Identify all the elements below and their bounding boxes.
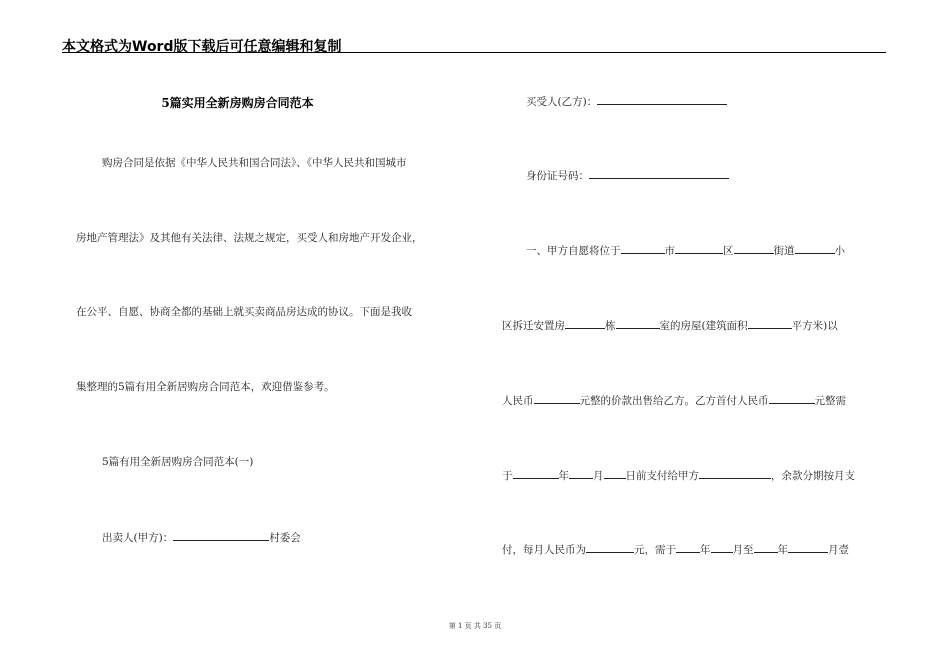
- clause-text: 室的房屋(建筑面积: [659, 320, 748, 332]
- community-blank: [795, 243, 835, 254]
- clause-text: 元整的价款出售给乙方。乙方首付人民币: [579, 395, 769, 407]
- clause-line-5: [502, 542, 849, 557]
- clause-text: 元，需于: [634, 544, 676, 556]
- clause-text: 于: [502, 470, 513, 482]
- clause-text: 日前支付给甲方: [625, 470, 699, 482]
- year-blank: [513, 468, 559, 479]
- clause-text: 月: [593, 470, 604, 482]
- end-year-blank: [754, 542, 778, 553]
- id-label: 身份证号码：: [526, 170, 589, 182]
- price-blank: [534, 393, 580, 404]
- building-blank: [565, 318, 605, 329]
- clause-text: 月至: [732, 544, 754, 556]
- document-header-title: 本文格式为Word版下载后可任意编辑和复制: [62, 39, 342, 55]
- buyer-blank: [597, 94, 727, 105]
- seller-suffix: 村委会: [269, 532, 301, 544]
- payment-blank: [699, 468, 771, 479]
- clause-text: 平方米)以: [791, 320, 838, 332]
- intro-line-4: 集整理的5篇有用全新居购房合同范本，欢迎借鉴参考。: [76, 381, 335, 393]
- seller-label: 出卖人(甲方)：: [102, 532, 174, 544]
- end-month-blank: [788, 542, 828, 553]
- seller-line: [102, 530, 301, 545]
- id-line: [526, 168, 729, 183]
- clause-text: 年: [777, 544, 788, 556]
- month-blank: [569, 468, 593, 479]
- buyer-line: [526, 94, 727, 109]
- district-blank: [675, 243, 723, 254]
- intro-line-3: 在公平、自愿、协商全都的基础上就买卖商品房达成的协议。下面是我收: [76, 306, 412, 318]
- header-rule: [62, 52, 886, 53]
- downpayment-blank: [769, 393, 815, 404]
- clause-text: 年: [700, 544, 711, 556]
- clause-text: 年: [558, 470, 569, 482]
- clause-text: ，余款分期按月支: [771, 470, 855, 482]
- seller-blank: [173, 530, 269, 541]
- street-blank: [734, 243, 774, 254]
- section-heading: 5篇有用全新居购房合同范本(一): [102, 456, 254, 468]
- start-year-blank: [676, 542, 700, 553]
- day-blank: [604, 468, 626, 479]
- clause-line-4: [502, 468, 855, 483]
- area-blank: [748, 318, 792, 329]
- clause-text: 付，每月人民币为: [502, 544, 586, 556]
- clause-line-1: [526, 243, 845, 258]
- page-footer: 第 1 页 共 35 页: [448, 622, 502, 630]
- clause-line-2: [502, 318, 838, 333]
- clause-text: 区: [723, 245, 734, 257]
- buyer-label: 买受人(乙方)：: [526, 96, 598, 108]
- intro-line-1: 购房合同是依据《中华人民共和国合同法》、《中华人民共和国城市: [102, 157, 407, 169]
- intro-line-2: 房地产管理法》及其他有关法律、法规之规定，买受人和房地产开发企业，: [76, 232, 423, 244]
- id-blank: [589, 168, 729, 179]
- clause-text: 区拆迁安置房: [502, 320, 565, 332]
- clause-text: 元整需: [814, 395, 846, 407]
- city-blank: [621, 243, 665, 254]
- room-blank: [616, 318, 660, 329]
- clause-text: 街道: [773, 245, 795, 257]
- monthly-blank: [586, 542, 634, 553]
- document-title: 5篇实用全新房购房合同范本: [161, 96, 314, 110]
- clause-line-3: [502, 393, 846, 408]
- clause-text: 人民币: [502, 395, 534, 407]
- clause-text: 栋: [605, 320, 616, 332]
- clause-text: 月壹: [828, 544, 849, 556]
- clause-text: 小: [834, 245, 845, 257]
- clause-text: 一、甲方自愿将位于: [526, 245, 621, 257]
- clause-text: 市: [664, 245, 675, 257]
- start-month-blank: [711, 542, 733, 553]
